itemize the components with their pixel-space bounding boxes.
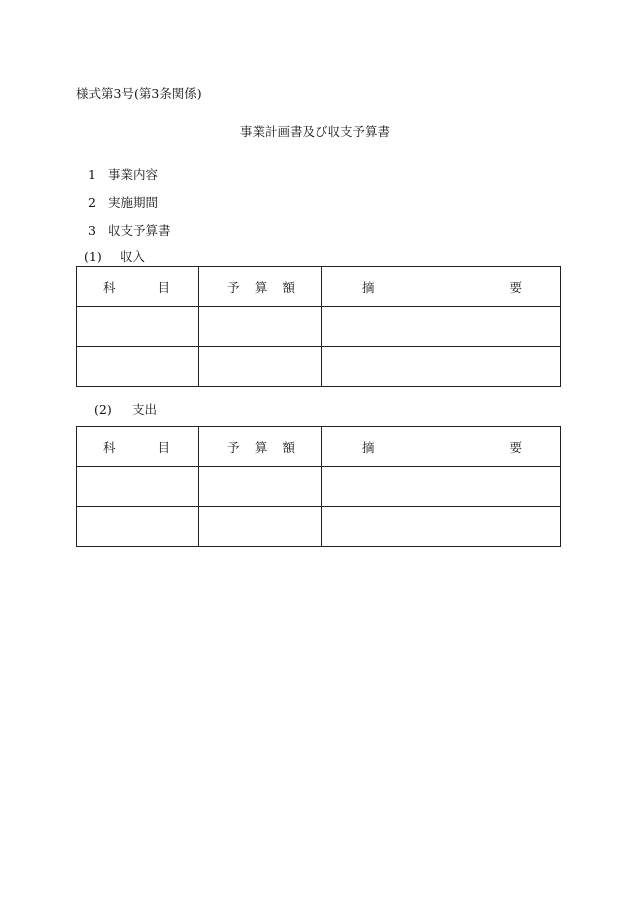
item-implementation-period (88, 193, 158, 211)
cell-tekiyo[interactable] (322, 307, 561, 347)
cell-yosan[interactable] (199, 347, 322, 387)
cell-yosan[interactable] (199, 467, 322, 507)
header-yosan: 予 算 額 (199, 267, 322, 307)
item-label: 実施期間 (108, 195, 159, 210)
header-tekiyo: 摘 要 (322, 267, 561, 307)
item-number: 2 (88, 195, 96, 210)
cell-kamoku[interactable] (77, 347, 199, 387)
section-income (84, 247, 145, 265)
cell-yosan[interactable] (199, 507, 322, 547)
item-number: 3 (88, 223, 96, 238)
cell-kamoku[interactable] (77, 507, 199, 547)
section-label: 支出 (132, 402, 158, 417)
cell-tekiyo[interactable] (322, 347, 561, 387)
income-table (76, 266, 561, 387)
cell-tekiyo[interactable] (322, 467, 561, 507)
cell-tekiyo[interactable] (322, 507, 561, 547)
table-header-row (77, 267, 561, 307)
header-kamoku: 科 目 (77, 267, 199, 307)
table-row (77, 467, 561, 507)
cell-yosan[interactable] (199, 307, 322, 347)
section-number: (1) (84, 249, 102, 264)
item-number: 1 (88, 167, 96, 182)
table-row (77, 507, 561, 547)
document-title: 事業計画書及び収支予算書 (239, 124, 390, 139)
header-yosan: 予 算 額 (199, 427, 322, 467)
item-budget-statement (88, 221, 171, 239)
form-number: 様式第3号(第3条関係) (76, 86, 202, 101)
section-number: (2) (94, 402, 112, 417)
table-row (77, 347, 561, 387)
table-row (77, 307, 561, 347)
cell-kamoku[interactable] (77, 467, 199, 507)
header-kamoku: 科 目 (77, 427, 199, 467)
item-business-content (88, 165, 158, 183)
item-label: 事業内容 (108, 167, 159, 182)
expenditure-table (76, 426, 561, 547)
item-label: 収支予算書 (108, 223, 171, 238)
section-expenditure (84, 400, 157, 418)
section-label: 収入 (120, 249, 146, 264)
header-tekiyo: 摘 要 (322, 427, 561, 467)
table-header-row (77, 427, 561, 467)
cell-kamoku[interactable] (77, 307, 199, 347)
